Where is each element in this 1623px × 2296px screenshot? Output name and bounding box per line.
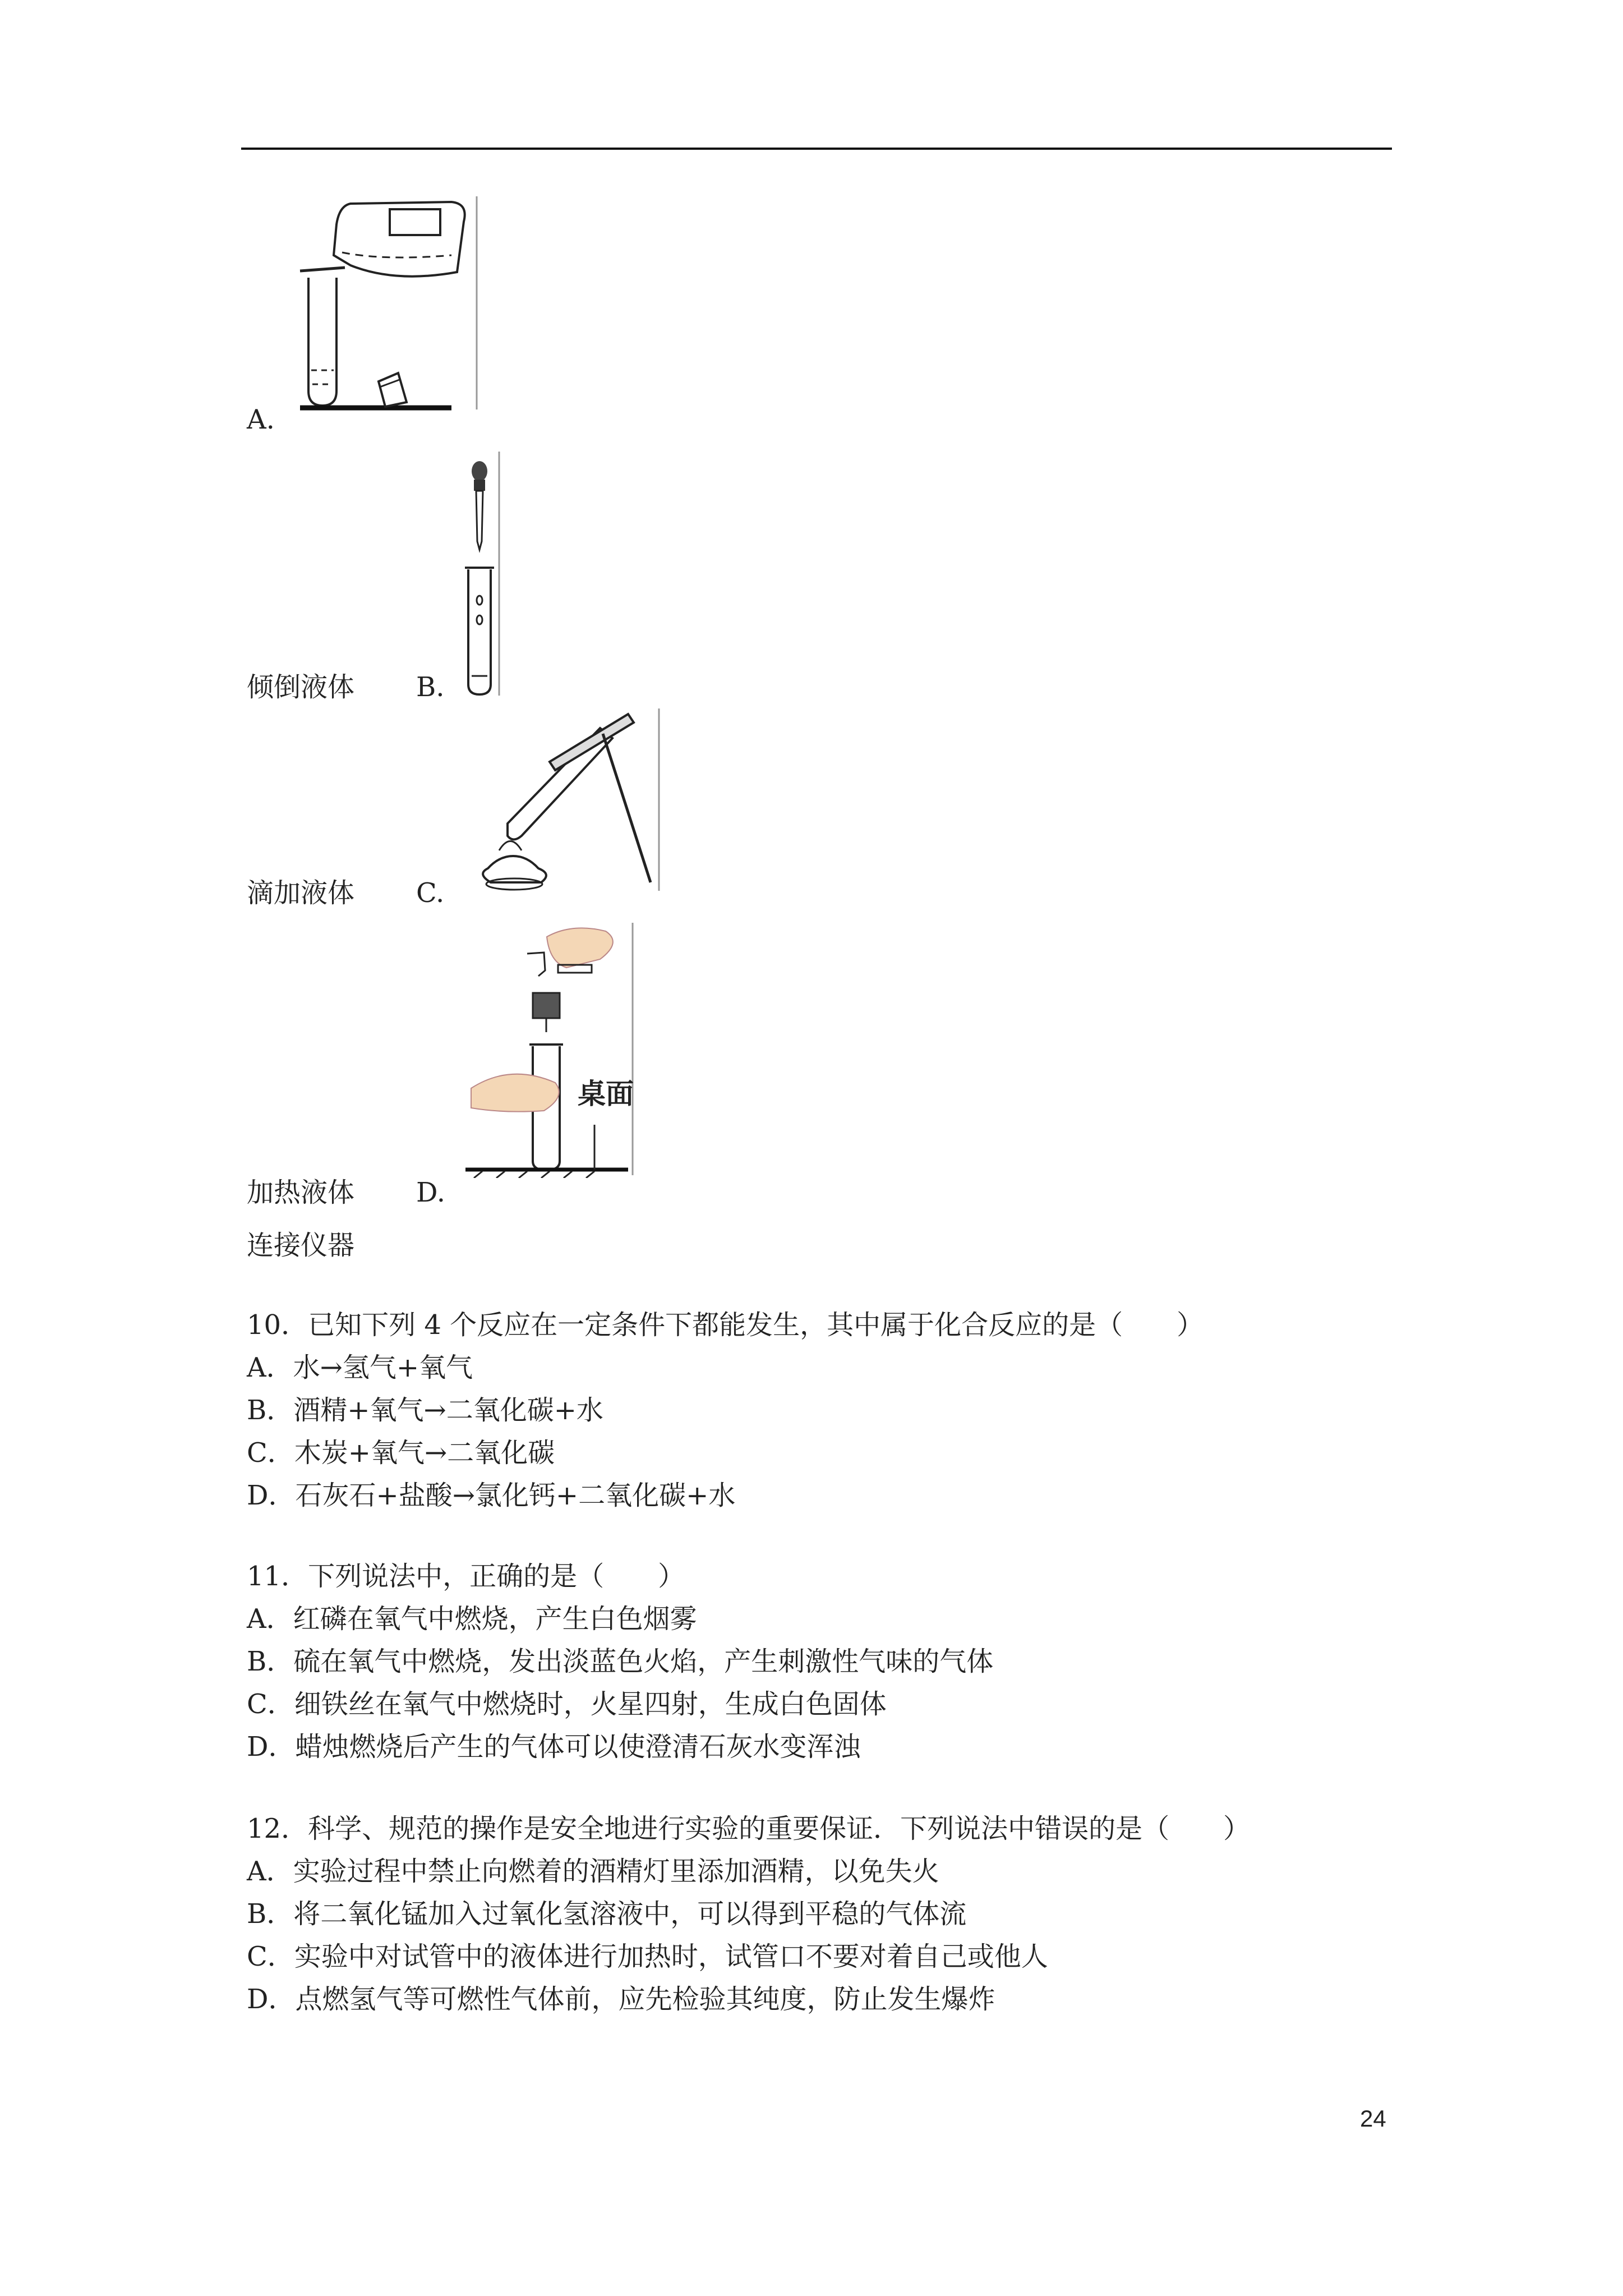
question-12-stem: 12．科学、规范的操作是安全地进行实验的重要保证．下列说法中错误的是（ ）: [247, 1813, 1251, 1844]
figure-d-connecting-apparatus: [460, 920, 639, 1178]
figure-a-caption: 倾倒液体: [247, 671, 355, 703]
question-11-option-a: A．红磷在氧气中燃烧，产生白色烟雾: [247, 1603, 697, 1635]
question-10-option-a: A．水→氢气+氧气: [247, 1352, 473, 1383]
page-number: 24: [1360, 2105, 1386, 2132]
figure-a-marker: A.: [247, 404, 275, 435]
figure-d-marker: D.: [416, 1177, 446, 1208]
figure-b-marker: B.: [416, 671, 445, 703]
figure-c-heating-liquid: [460, 706, 662, 894]
header-rule: [241, 148, 1392, 150]
question-10-option-d: D．石灰石+盐酸→氯化钙+二氧化碳+水: [247, 1480, 736, 1511]
question-11-stem: 11．下列说法中，正确的是（ ）: [247, 1561, 685, 1592]
figure-c-marker: C.: [416, 877, 445, 909]
question-11-option-b: B．硫在氧气中燃烧，发出淡蓝色火焰，产生刺激性气味的气体: [247, 1646, 994, 1677]
question-12-option-d: D．点燃氢气等可燃性气体前，应先检验其纯度，防止发生爆炸: [247, 1984, 995, 2015]
question-10-option-c: C．木炭+氧气→二氧化碳: [247, 1437, 555, 1469]
question-12-option-c: C．实验中对试管中的液体进行加热时，试管口不要对着自己或他人: [247, 1941, 1048, 1972]
figure-b-caption: 滴加液体: [247, 877, 355, 909]
question-10-option-b: B．酒精+氧气→二氧化碳+水: [247, 1395, 603, 1426]
question-12-option-a: A．实验过程中禁止向燃着的酒精灯里添加酒精，以免失火: [247, 1856, 939, 1887]
question-10-stem: 10．已知下列 4 个反应在一定条件下都能发生，其中属于化合反应的是（ ）: [247, 1309, 1204, 1341]
figure-d-caption: 连接仪器: [247, 1230, 355, 1261]
question-11-option-c: C．细铁丝在氧气中燃烧时，火星四射，生成白色固体: [247, 1688, 887, 1720]
figure-a-pouring-liquid: [283, 194, 479, 412]
question-12-option-b: B．将二氧化锰加入过氧化氢溶液中，可以得到平稳的气体流: [247, 1898, 967, 1930]
question-11-option-d: D．蜡烛燃烧后产生的气体可以使澄清石灰水变浑浊: [247, 1731, 861, 1763]
figure-d-label: 桌面: [578, 1078, 634, 1110]
figure-b-dropping-liquid: [451, 449, 508, 698]
figure-c-caption: 加热液体: [247, 1177, 355, 1208]
